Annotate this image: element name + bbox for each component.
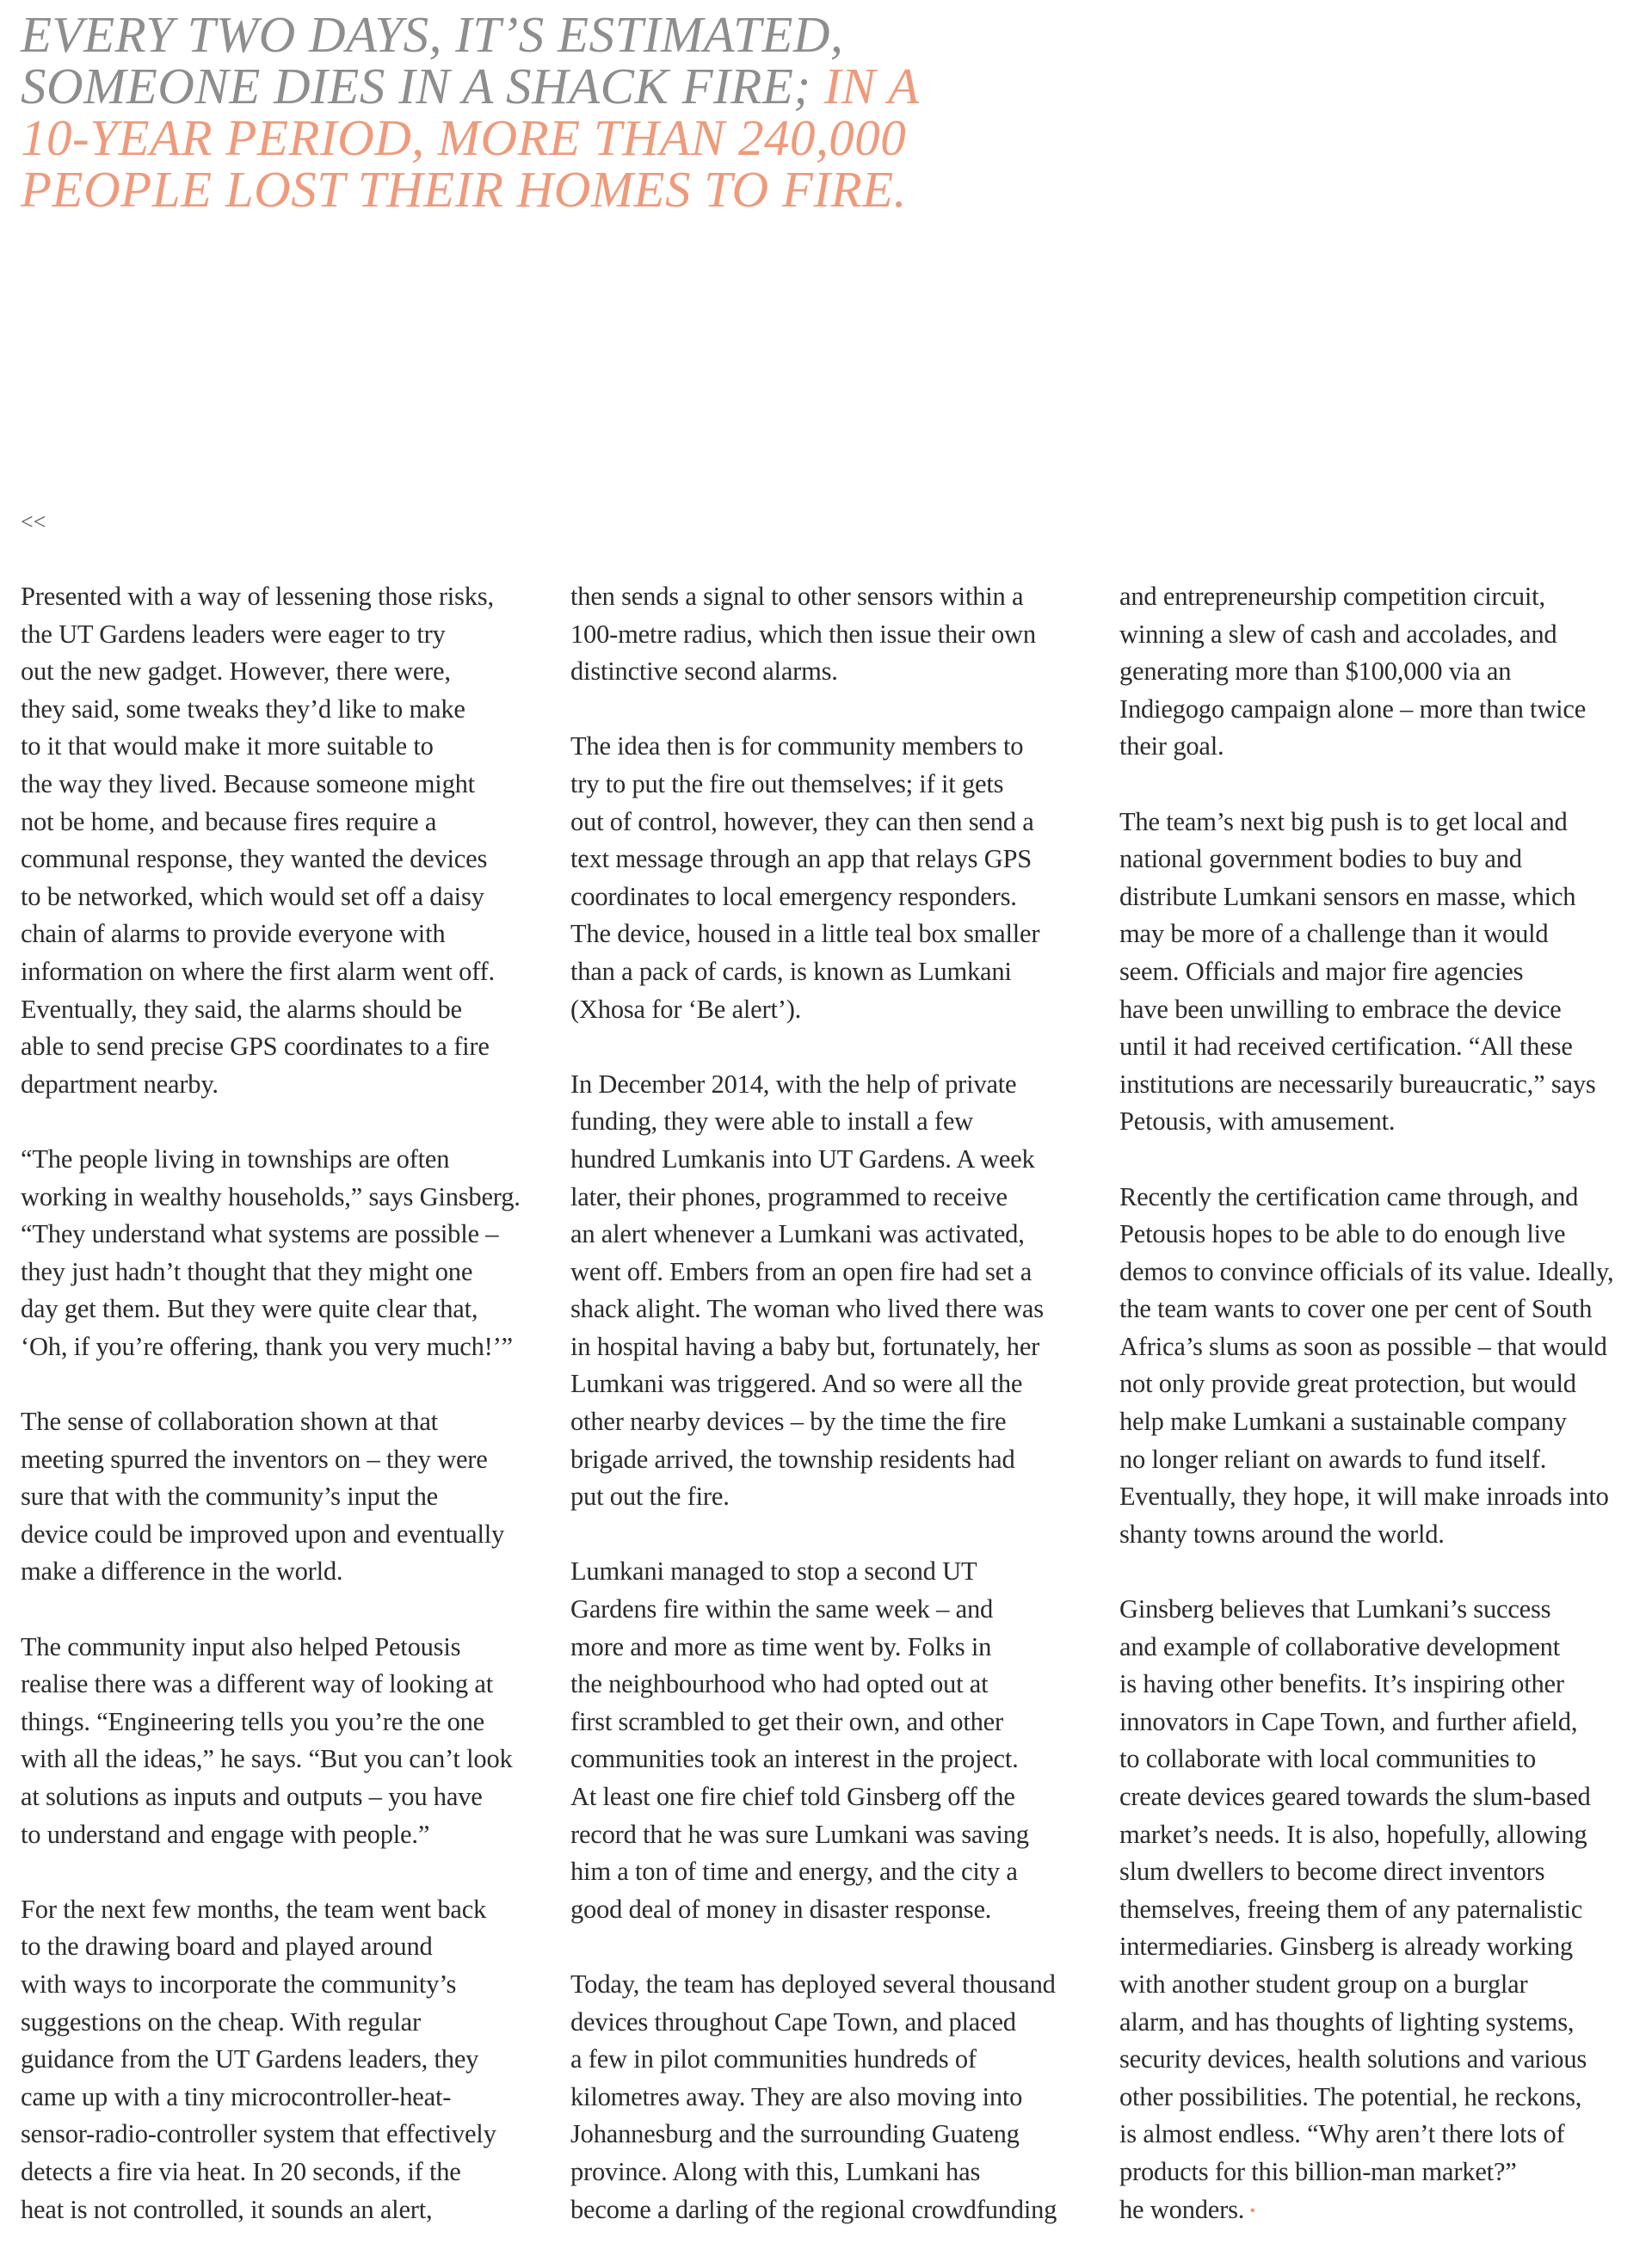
text-line: hundred Lumkanis into UT Gardens. A week (570, 1143, 1035, 1174)
article-paragraph (21, 1629, 537, 1854)
text-line: text message through an app that relays GPS (570, 844, 1032, 874)
text-line: seem. Officials and major fire agencies (1119, 956, 1524, 986)
text-line: with ways to incorporate the community’s (21, 1969, 457, 1999)
text-line: things. “Engineering tells you you’re the one (21, 1706, 485, 1736)
text-line: For the next few months, the team went back (21, 1894, 487, 1924)
text-line: not be home, and because fires require a (21, 806, 437, 836)
text-line: national government bodies to buy and (1119, 844, 1522, 874)
article-column-3 (1119, 578, 1636, 2268)
text-line: innovators in Cape Town, and further afield, (1119, 1706, 1578, 1736)
text-line: is almost endless. “Why aren’t there lots of (1119, 2119, 1565, 2149)
text-line: At least one fire chief told Ginsberg off the (570, 1782, 1015, 1811)
text-line: later, their phones, programmed to receive (570, 1181, 1008, 1211)
text-line: market’s needs. It is also, hopefully, allowing (1119, 1819, 1587, 1849)
pull-quote-highlight: PEOPLE LOST THEIR HOMES TO FIRE. (21, 161, 907, 218)
text-line: province. Along with this, Lumkani has (570, 2156, 981, 2186)
article-paragraph (570, 1553, 1087, 1928)
text-line: meeting spurred the inventors on – they were (21, 1444, 488, 1474)
text-line: realise there was a different way of looking at (21, 1669, 493, 1699)
text-line: Today, the team has deployed several thousand (570, 1969, 1056, 1999)
end-of-article-mark: • (1249, 2201, 1255, 2221)
text-line: other nearby devices – by the time the fire (570, 1407, 1007, 1437)
text-line: good deal of money in disaster response. (570, 1894, 992, 1924)
text-line: themselves, freeing them of any paternalistic (1119, 1894, 1583, 1924)
text-line: other possibilities. The potential, he reckons, (1119, 2081, 1582, 2111)
text-line: sure that with the community’s input the (21, 1482, 439, 1512)
text-line: in hospital having a baby but, fortunately, her (570, 1331, 1040, 1361)
text-line: heat is not controlled, it sounds an alert, (21, 2194, 433, 2224)
text-line: with another student group on a burglar (1119, 1969, 1528, 1999)
text-line: with all the ideas,” he says. “But you can’t look (21, 1744, 513, 1774)
article-paragraph (21, 1141, 537, 1366)
text-line: Petousis hopes to be able to do enough live (1119, 1219, 1566, 1249)
text-line: may be more of a challenge than it would (1119, 919, 1549, 949)
text-line: the neighbourhood who had opted out at (570, 1669, 989, 1699)
text-line: guidance from the UT Gardens leaders, they (21, 2044, 479, 2074)
text-line: distribute Lumkani sensors en masse, which (1119, 881, 1576, 911)
text-line: Recently the certification came through, and (1119, 1181, 1579, 1211)
text-line: they just hadn’t thought that they might one (21, 1256, 473, 1286)
text-line: Presented with a way of lessening those risks, (21, 582, 494, 611)
text-line: the team wants to cover one per cent of South (1119, 1294, 1593, 1324)
text-line: sensor-radio-controller system that effectively (21, 2119, 496, 2149)
text-line: their goal. (1119, 731, 1224, 761)
back-nav-link[interactable]: << (21, 509, 46, 534)
text-line: went off. Embers from an open fire had set a (570, 1256, 1032, 1286)
text-line: and entrepreneurship competition circuit, (1119, 582, 1545, 611)
article-paragraph (21, 1403, 537, 1591)
text-line: to understand and engage with people.” (21, 1819, 430, 1849)
text-line: more and more as time went by. Folks in (570, 1631, 992, 1661)
text-line: The device, housed in a little teal box smaller (570, 919, 1040, 949)
article-column-1 (21, 578, 537, 2266)
pull-quote-line-2: SOMEONE DIES IN A SHACK FIRE; IN A (21, 58, 920, 114)
text-line: came up with a tiny microcontroller-heat- (21, 2081, 452, 2111)
text-line: “They understand what systems are possible – (21, 1219, 499, 1249)
text-line: and example of collaborative development (1119, 1631, 1560, 1661)
text-line: him a ton of time and energy, and the city a (570, 1857, 1018, 1887)
text-line: no longer reliant on awards to fund itself. (1119, 1444, 1547, 1474)
text-line: to collaborate with local communities to (1119, 1744, 1537, 1774)
article-paragraph (1119, 804, 1636, 1141)
text-line: (Xhosa for ‘Be alert’). (570, 994, 802, 1024)
text-line: department nearby. (21, 1069, 219, 1099)
text-line: Africa’s slums as soon as possible – that would (1119, 1331, 1607, 1361)
text-line: distinctive second alarms. (570, 656, 838, 687)
text-line: the way they lived. Because someone might (21, 768, 475, 798)
text-line: Johannesburg and the surrounding Guateng (570, 2119, 1020, 2149)
text-line: communal response, they wanted the devices (21, 844, 488, 874)
text-line: to the drawing board and played around (21, 1932, 433, 1962)
text-line: suggestions on the cheap. With regular (21, 2006, 421, 2037)
pull-quote-highlight: IN A (823, 58, 920, 114)
text-line: The idea then is for community members to (570, 731, 1024, 761)
pull-quote (21, 6, 1019, 218)
text-line: out of control, however, they can then send a (570, 806, 1034, 836)
article-paragraph (1119, 578, 1636, 766)
text-line: create devices geared towards the slum-based (1119, 1782, 1591, 1811)
text-line: have been unwilling to embrace the device (1119, 994, 1562, 1024)
text-line: Ginsberg believes that Lumkani’s success (1119, 1594, 1551, 1624)
text-line: 100-metre radius, which then issue their own (570, 619, 1036, 649)
text-line: The community input also helped Petousis (21, 1631, 461, 1661)
text-line: try to put the fire out themselves; if it gets (570, 768, 1004, 798)
text-line: intermediaries. Ginsberg is already working (1119, 1932, 1573, 1962)
text-line: alarm, and has thoughts of lighting systems, (1119, 2006, 1575, 2037)
text-line: Lumkani was triggered. And so were all the (570, 1369, 1023, 1399)
text-line: an alert whenever a Lumkani was activated, (570, 1219, 1025, 1249)
text-line: first scrambled to get their own, and other (570, 1706, 1003, 1736)
pull-quote-line-3 (21, 109, 1019, 166)
text-line: not only provide great protection, but would (1119, 1369, 1576, 1399)
article-paragraph (570, 1966, 1087, 2228)
text-line: than a pack of cards, is known as Lumkani (570, 956, 1012, 986)
text-line: slum dwellers to become direct inventors (1119, 1857, 1545, 1887)
text-line: then sends a signal to other sensors within a (570, 582, 1024, 611)
article-paragraph (1119, 1179, 1636, 1554)
text-line: products for this billion-man market?” (1119, 2156, 1517, 2186)
text-line: chain of alarms to provide everyone with (21, 919, 446, 949)
text-line: shack alight. The woman who lived there was (570, 1294, 1044, 1324)
text-line: until it had received certification. “All these (1119, 1032, 1573, 1062)
text-line: security devices, health solutions and various (1119, 2044, 1587, 2074)
article-column-2 (570, 578, 1087, 2266)
text-line: a few in pilot communities hundreds of (570, 2044, 977, 2074)
article-paragraph (570, 1066, 1087, 1516)
pull-quote-line-1: EVERY TWO DAYS, IT’S ESTIMATED, (21, 6, 844, 63)
text-line: record that he was sure Lumkani was saving (570, 1819, 1029, 1849)
article-paragraph (570, 728, 1087, 1028)
text-line: devices throughout Cape Town, and placed (570, 2006, 1016, 2037)
text-line: ‘Oh, if you’re offering, thank you very much!’” (21, 1331, 513, 1361)
article-paragraph (570, 578, 1087, 691)
text-line: Lumkani managed to stop a second UT (570, 1556, 977, 1587)
text-line: working in wealthy households,” says Ginsberg. (21, 1181, 521, 1211)
text-line: communities took an interest in the project. (570, 1744, 1019, 1774)
text-line: device could be improved upon and eventually (21, 1519, 505, 1549)
text-line: day get them. But they were quite clear that, (21, 1294, 478, 1324)
text-line: able to send precise GPS coordinates to a fire (21, 1032, 490, 1062)
text-line: shanty towns around the world. (1119, 1519, 1445, 1549)
text-line: coordinates to local emergency responders. (570, 881, 1017, 911)
text-line: is having other benefits. It’s inspiring other (1119, 1669, 1564, 1699)
text-line: generating more than $100,000 via an (1119, 656, 1512, 687)
pull-quote-highlight: 10-YEAR PERIOD, MORE THAN 240,000 (21, 109, 907, 166)
text-line: institutions are necessarily bureaucratic,” says (1119, 1069, 1596, 1099)
text-line: to it that would make it more suitable to (21, 731, 434, 761)
text-line: demos to convince officials of its value. Ideally, (1119, 1256, 1614, 1286)
text-line: Eventually, they said, the alarms should be (21, 994, 462, 1024)
text-line: help make Lumkani a sustainable company (1119, 1407, 1567, 1437)
article-paragraph (21, 578, 537, 1103)
text-line: to be networked, which would set off a daisy (21, 881, 484, 911)
text-line: Indiegogo campaign alone – more than twice (1119, 693, 1587, 724)
text-line: funding, they were able to install a few (570, 1106, 973, 1137)
text-line: kilometres away. They are also moving into (570, 2081, 1023, 2111)
text-line: out the new gadget. However, there were, (21, 656, 451, 687)
text-line: he wonders. (1119, 2194, 1245, 2224)
text-line: Eventually, they hope, it will make inroads into (1119, 1482, 1609, 1512)
text-line: Petousis, with amusement. (1119, 1106, 1396, 1137)
text-line: the UT Gardens leaders were eager to try (21, 619, 446, 649)
text-line: Gardens fire within the same week – and (570, 1594, 994, 1624)
text-line: The team’s next big push is to get local and (1119, 806, 1568, 836)
text-line: “The people living in townships are often (21, 1143, 450, 1174)
text-line: at solutions as inputs and outputs – you have (21, 1782, 483, 1811)
text-line: become a darling of the regional crowdfunding (570, 2194, 1057, 2224)
pull-quote-line-4 (21, 161, 1019, 218)
text-line: In December 2014, with the help of private (570, 1069, 1017, 1099)
text-line: winning a slew of cash and accolades, and (1119, 619, 1557, 649)
article-paragraph (21, 1891, 537, 2228)
text-line: The sense of collaboration shown at that (21, 1407, 438, 1437)
text-line: detects a fire via heat. In 20 seconds, if the (21, 2156, 461, 2186)
text-line: put out the fire. (570, 1482, 730, 1512)
text-line: make a difference in the world. (21, 1556, 343, 1587)
text-line: information on where the first alarm went off. (21, 956, 495, 986)
text-line: brigade arrived, the township residents had (570, 1444, 1015, 1474)
article-paragraph (1119, 1591, 1636, 2230)
text-line: they said, some tweaks they’d like to make (21, 693, 465, 724)
